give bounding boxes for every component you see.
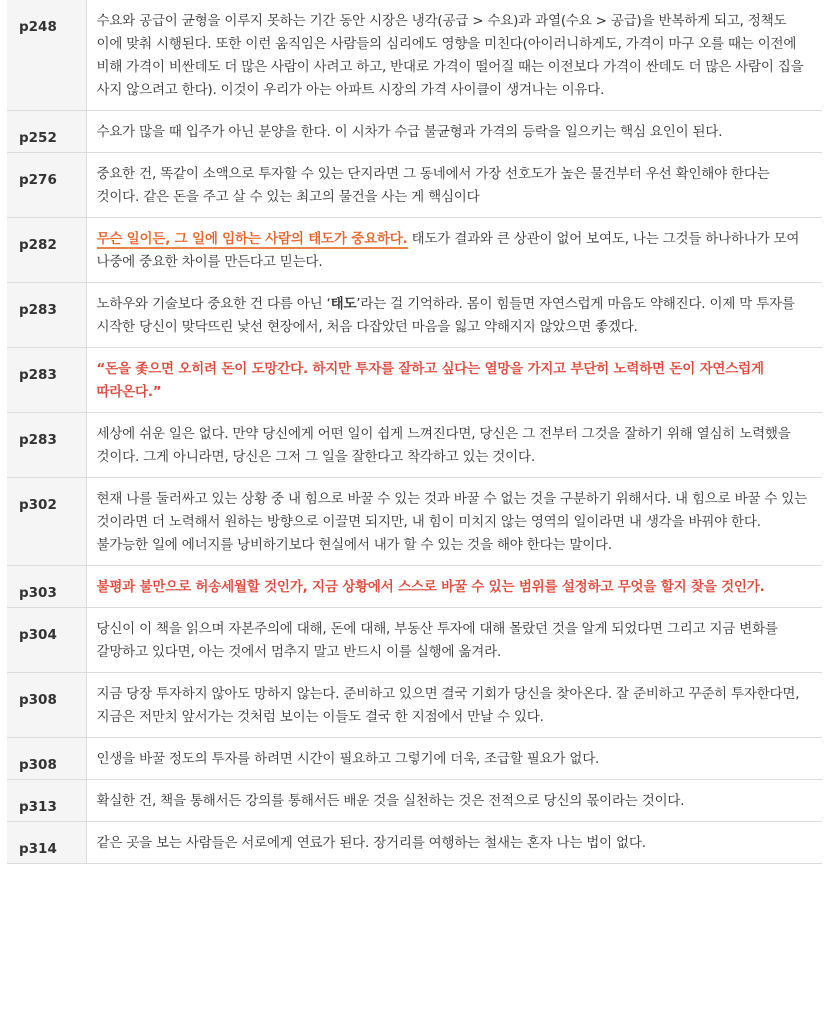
emphasized-quote: 불평과 불만으로 허송세월할 것인가, 지금 상황에서 스스로 바꿀 수 있는 범위를 설정하고 무엇을 할지 찾을 것인가. [96, 579, 765, 595]
table-row [7, 111, 822, 153]
quote-text-before: 노하우와 기술보다 중요한 건 다름 아닌 ‘ [96, 296, 331, 312]
highlighted-sentence: 무슨 일이든, 그 일에 임하는 사람의 태도가 중요하다. [96, 231, 408, 247]
table-row [7, 413, 822, 478]
page-number: p248 [7, 0, 86, 111]
emphasized-quote: “돈을 좇으면 오히려 돈이 도망간다. 하지만 투자를 잘하고 싶다는 열망을 가지고 부단히 노력하면 돈이 자연스럽게 따라온다.” [96, 361, 764, 400]
quote-text: 수요와 공급이 균형을 이루지 못하는 기간 동안 시장은 냉각(공급 > 수요)과 과열(수요 > 공급)을 반복하게 되고, 정책도 이에 맞춰 시행된다. 또한 이런 움직임은 사람들의 심리에도 영향을 미친다(아이러니하게도, 가격이 마구 오를 때는 이전에 비해 가격이 비싼데도 더 많은 사람이 사려고 하고, 반대로 가격이 떨어질 때는 이전보다 가격이 싼데도 더 많은 사람이 집을 사지 않으려고 한다). 이것이 우리가 아는 아파트 시장의 가격 사이클이 생겨나는 이유다. [86, 0, 822, 111]
table-row [7, 566, 822, 608]
table-row [7, 153, 822, 218]
page-number: p252 [7, 111, 86, 153]
quote-text: 중요한 건, 똑같이 소액으로 투자할 수 있는 단지라면 그 동네에서 가장 선호도가 높은 물건부터 우선 확인해야 한다는 것이다. 같은 돈을 주고 살 수 있는 최고의 물건을 사는 게 핵심이다 [86, 153, 822, 218]
quote-text: 지금 당장 투자하지 않아도 망하지 않는다. 준비하고 있으면 결국 기회가 당신을 찾아온다. 잘 준비하고 꾸준히 투자한다면, 지금은 저만치 앞서가는 것처럼 보이는 이들도 결국 한 지점에서 만날 수 있다. [86, 673, 822, 738]
page-number: p276 [7, 153, 86, 218]
quote-text [86, 348, 822, 413]
quote-text: 현재 나를 둘러싸고 있는 상황 중 내 힘으로 바꿀 수 있는 것과 바꿀 수 없는 것을 구분하기 위해서다. 내 힘으로 바꿀 수 있는 것이라면 더 노력해서 원하는 방향으로 이끌면 되지만, 내 힘이 미치지 않는 영역의 일이라면 내 생각을 바꿔야 한다. 불가능한 일에 에너지를 낭비하기보다 현실에서 내가 할 수 있는 것을 해야 한다는 말이다. [86, 478, 822, 566]
table-row [7, 608, 822, 673]
quote-text: 같은 곳을 보는 사람들은 서로에게 연료가 된다. 장거리를 여행하는 철새는 혼자 나는 법이 없다. [86, 822, 822, 864]
table-row [7, 822, 822, 864]
page-number: p283 [7, 283, 86, 348]
bold-word: 태도 [330, 296, 357, 312]
page-number: p314 [7, 822, 86, 864]
table-row [7, 478, 822, 566]
table-row [7, 673, 822, 738]
table-row [7, 0, 822, 111]
quote-text [86, 566, 822, 608]
page-number: p304 [7, 608, 86, 673]
table-row [7, 780, 822, 822]
quote-text-rest: 태도가 결과와 큰 상관이 없어 보여도, 나는 그것들 하나하나가 모여 나중에 중요한 차이를 만든다고 믿는다. [96, 231, 800, 270]
quotes-table [7, 0, 822, 864]
table-row [7, 348, 822, 413]
quote-text-after: ’라는 걸 기억하라. 몸이 힘들면 자연스럽게 마음도 약해진다. 이제 막 투자를 시작한 당신이 맞닥뜨린 낯선 현장에서, 처음 다잡았던 마음을 잃고 약해지지 않았으면 좋겠다. [96, 296, 795, 335]
quote-text [86, 283, 822, 348]
table-row [7, 738, 822, 780]
page-number: p283 [7, 348, 86, 413]
quote-text: 수요가 많을 때 입주가 아닌 분양을 한다. 이 시차가 수급 불균형과 가격의 등락을 일으키는 핵심 요인이 된다. [86, 111, 822, 153]
quote-text: 확실한 건, 책을 통해서든 강의를 통해서든 배운 것을 실천하는 것은 전적으로 당신의 몫이라는 것이다. [86, 780, 822, 822]
page-number: p302 [7, 478, 86, 566]
quote-text: 인생을 바꿀 정도의 투자를 하려면 시간이 필요하고 그렇기에 더욱, 조급할 필요가 없다. [86, 738, 822, 780]
quote-text: 세상에 쉬운 일은 없다. 만약 당신에게 어떤 일이 쉽게 느껴진다면, 당신은 그 전부터 그것을 잘하기 위해 열심히 노력했을 것이다. 그게 아니라면, 당신은 그저 그 일을 잘한다고 착각하고 있는 것이다. [86, 413, 822, 478]
quote-text [86, 218, 822, 283]
quote-text: 당신이 이 책을 읽으며 자본주의에 대해, 돈에 대해, 부동산 투자에 대해 몰랐던 것을 알게 되었다면 그리고 지금 변화를 갈망하고 있다면, 아는 것에서 멈추지 말고 반드시 이를 실행에 옮겨라. [86, 608, 822, 673]
table-row [7, 218, 822, 283]
page-number: p313 [7, 780, 86, 822]
page-number: p308 [7, 738, 86, 780]
page-number: p282 [7, 218, 86, 283]
page-number: p303 [7, 566, 86, 608]
page-number: p283 [7, 413, 86, 478]
page-number: p308 [7, 673, 86, 738]
table-row [7, 283, 822, 348]
